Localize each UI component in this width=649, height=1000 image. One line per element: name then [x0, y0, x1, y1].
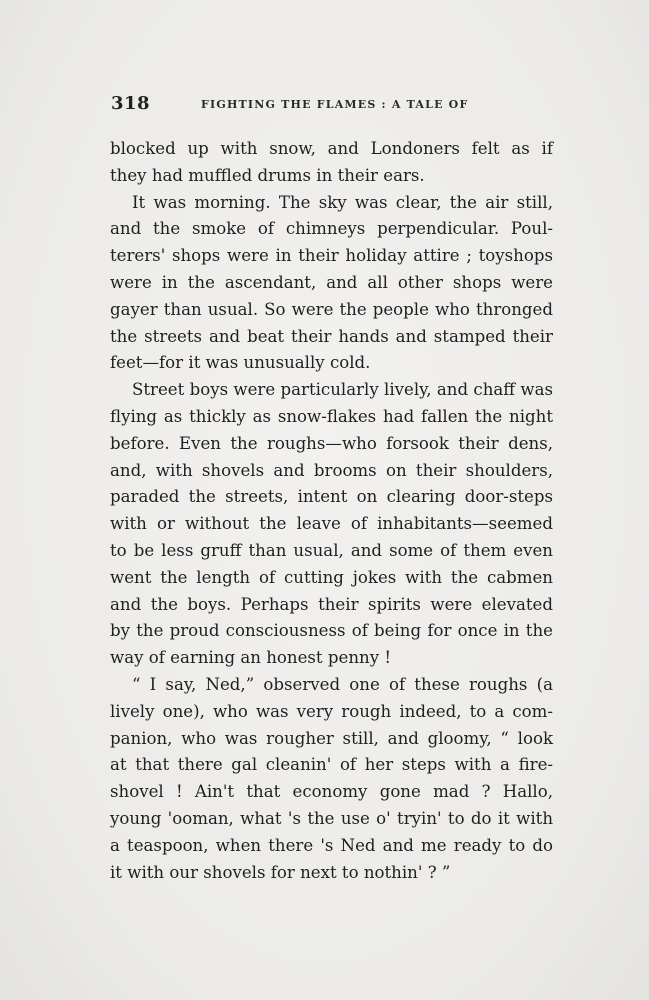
text-line: and the boys. Perhaps their spirits were elevated — [110, 594, 553, 614]
text-line: feet—for it was unusually cold. — [110, 353, 371, 373]
text-line: terers' shops were in their holiday attire ; toyshops — [110, 246, 553, 266]
text-line: and the smoke of chimneys perpendicular. Poul- — [110, 219, 553, 239]
text-line: paraded the streets, intent on clearing door-steps — [110, 487, 553, 507]
text-line: shovel ! Ain't that economy gone mad ? Hallo, — [110, 782, 553, 802]
text-line: way of earning an honest penny ! — [110, 648, 392, 668]
body-text — [110, 136, 553, 886]
text-line: panion, who was rougher still, and gloomy, “ look — [110, 728, 553, 748]
text-line: at that there gal cleanin' of her steps with a fire- — [110, 755, 553, 775]
paragraph-start-line: Street boys were particularly lively, and chaff was — [132, 380, 553, 400]
text-line: and, with shovels and brooms on their shoulders, — [110, 460, 553, 480]
paragraph-start-line: “ I say, Ned,” observed one of these roughs (a — [132, 674, 553, 694]
text-line: blocked up with snow, and Londoners felt as if — [110, 139, 553, 158]
text-line: by the proud consciousness of being for once in the — [110, 621, 553, 641]
text-line: with or without the leave of inhabitants—seemed — [110, 514, 553, 534]
text-line: went the length of cutting jokes with the cabmen — [110, 567, 553, 587]
text-line: it with our shovels for next to nothin' ? ” — [110, 862, 451, 882]
text-line: young 'ooman, what 's the use o' tryin' to do it with — [110, 808, 553, 828]
text-line: flying as thickly as snow-flakes had fallen the night — [110, 406, 553, 426]
text-line: before. Even the roughs—who forsook their dens, — [110, 433, 553, 453]
running-head: FIGHTING THE FLAMES : A TALE OF — [201, 98, 469, 111]
text-line: gayer than usual. So were the people who thronged — [110, 299, 553, 319]
text-line: they had muffled drums in their ears. — [110, 165, 425, 185]
text-line: lively one), who was very rough indeed, to a com- — [110, 701, 553, 721]
text-line: the streets and beat their hands and stamped their — [110, 326, 553, 346]
text-line: to be less gruff than usual, and some of them even — [110, 540, 553, 560]
text-line: were in the ascendant, and all other shops were — [110, 272, 553, 292]
paragraph-start-line: It was morning. The sky was clear, the air still, — [132, 192, 553, 212]
text-line: a teaspoon, when there 's Ned and me ready to do — [110, 835, 553, 855]
page-header — [111, 93, 551, 117]
page-number: 318 — [111, 93, 151, 114]
